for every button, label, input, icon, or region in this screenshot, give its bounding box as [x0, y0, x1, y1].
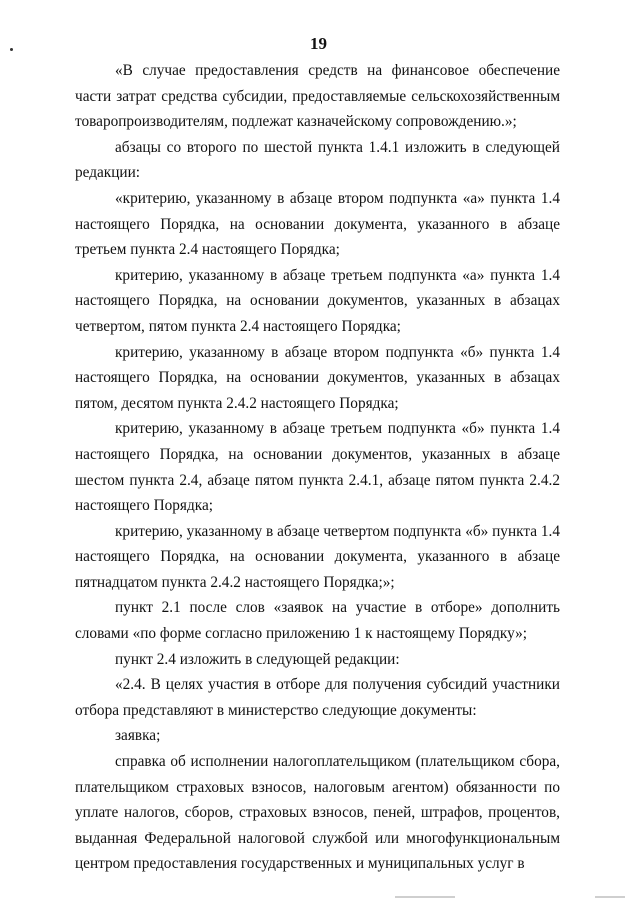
paragraph: заявка; — [115, 727, 161, 745]
paragraph: «В случае предоставления средств на финансовое обеспечение части затрат средства субсидии, предоставляемые сельскохозяйственным товаропроизводителям, подлежат казначейскому сопровождению.»; — [75, 62, 560, 131]
paragraph: критерию, указанному в абзаце четвертом подпункта «б» пункта 1.4 настоящего Порядка, на основании документа, указанного в абзаце пятнадцатом пункта 2.4.2 настоящего Порядка;»; — [75, 522, 560, 591]
paragraph: «2.4. В целях участия в отборе для получения субсидий участники отбора представляют в министерство следующие документы: — [75, 676, 560, 719]
paragraph: критерию, указанному в абзаце третьем подпункта «а» пункта 1.4 настоящего Порядка, на основании документов, указанных в абзацах четвертом, пятом пункта 2.4 настоящего Порядка; — [75, 266, 560, 335]
scan-artifact — [595, 896, 625, 898]
paragraph: «критерию, указанному в абзаце втором подпункта «а» пункта 1.4 настоящего Порядка, на основании документа, указанного в абзаце третьем пункта 2.4 настоящего Порядка; — [75, 189, 560, 259]
paragraph: пункт 2.4 изложить в следующей редакции: — [115, 650, 400, 668]
document-body — [75, 58, 560, 877]
paragraph: критерию, указанному в абзаце третьем подпункта «б» пункта 1.4 настоящего Порядка, на основании документов, указанных в абзаце шестом пункта 2.4, абзаце пятом пункта 2.4.1, абзаце пятом пункта 2.4.2 настоящего Порядка; — [75, 420, 560, 515]
scan-artifact — [395, 896, 455, 898]
paragraph: пункт 2.1 после слов «заявок на участие в отборе» дополнить словами «по форме согласно приложению 1 к настоящему Порядку»; — [75, 599, 560, 643]
paragraph: абзацы со второго по шестой пункта 1.4.1 изложить в следующей редакции: — [75, 138, 560, 182]
paragraph: критерию, указанному в абзаце втором подпункта «б» пункта 1.4 настоящего Порядка, на основании документов, указанных в абзацах пятом, десятом пункта 2.4.2 настоящего Порядка; — [75, 343, 560, 412]
page-number: 19 — [310, 34, 327, 53]
paragraph: справка об исполнении налогоплательщиком (плательщиком сбора, плательщиком страховых взносов, налоговым агентом) обязанности по уплате налогов, сборов, страховых взносов, пеней, штрафов, процентов, выданная Федеральной налоговой службой или многофункциональным центром предоставления государственных и муниципальных услуг в — [75, 753, 560, 873]
